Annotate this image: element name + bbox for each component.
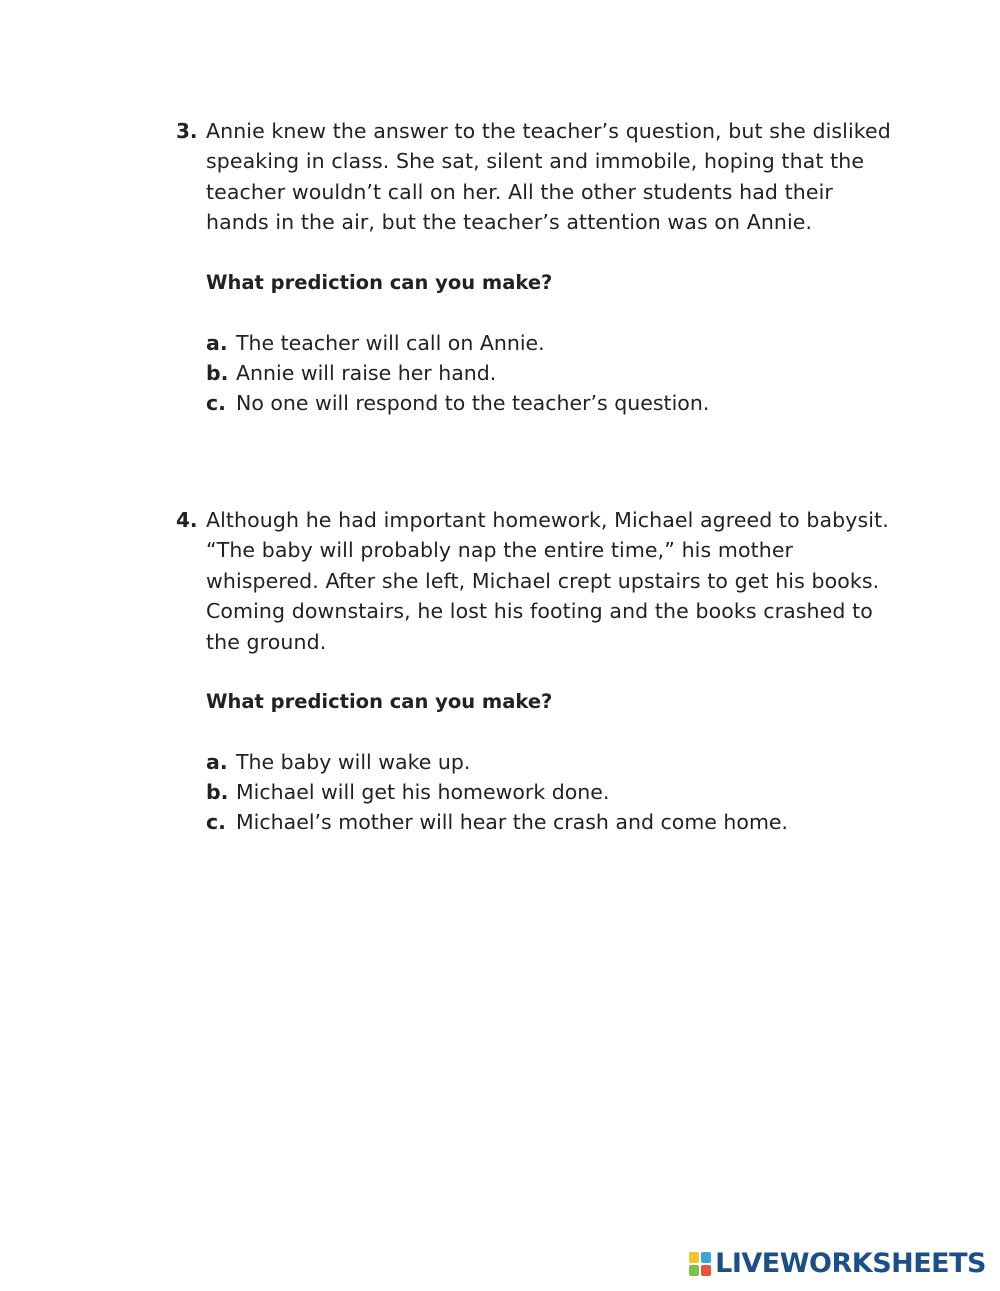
liveworksheets-logo-icon xyxy=(689,1252,711,1276)
option-text: The baby will wake up. xyxy=(236,750,471,775)
option-letter: a. xyxy=(206,330,228,355)
answer-option-b[interactable] xyxy=(206,358,896,388)
liveworksheets-brand[interactable] xyxy=(689,1248,986,1279)
option-letter: c. xyxy=(206,391,226,416)
answer-option-c[interactable] xyxy=(206,388,896,418)
option-text: The teacher will call on Annie. xyxy=(236,330,545,355)
option-letter: b. xyxy=(206,360,229,385)
question-4 xyxy=(176,505,896,838)
option-letter: b. xyxy=(206,780,229,805)
question-3 xyxy=(176,116,896,418)
option-text: Michael will get his homework done. xyxy=(236,780,610,805)
question-passage: Annie knew the answer to the teacher’s question, but she disliked speaking in class. She sat, silent and immobile, hoping that the teacher wouldn’t call on her. All the other students had their hands in the air, but the teacher’s attention was on Annie. xyxy=(206,119,891,235)
answer-options xyxy=(206,328,896,419)
answer-option-a[interactable] xyxy=(206,747,896,777)
question-prompt: What prediction can you make? xyxy=(206,690,553,714)
answer-option-c[interactable] xyxy=(206,807,896,837)
question-passage: Although he had important homework, Michael agreed to babysit. “The baby will probably nap the entire time,” his mother whispered. After she left, Michael crept upstairs to get his books. Coming downstairs, he lost his footing and the books crashed to the ground. xyxy=(206,508,889,654)
option-text: Annie will raise her hand. xyxy=(236,360,497,385)
question-number: 4. xyxy=(176,508,198,532)
answer-options xyxy=(206,747,896,838)
question-body xyxy=(206,505,896,838)
question-prompt: What prediction can you make? xyxy=(206,270,553,294)
option-text: No one will respond to the teacher’s question. xyxy=(236,391,710,416)
question-number: 3. xyxy=(176,119,198,143)
answer-option-a[interactable] xyxy=(206,328,896,358)
option-letter: c. xyxy=(206,810,226,835)
question-body xyxy=(206,116,896,418)
brand-text: LIVEWORKSHEETS xyxy=(715,1248,986,1279)
option-letter: a. xyxy=(206,750,228,775)
answer-option-b[interactable] xyxy=(206,777,896,807)
option-text: Michael’s mother will hear the crash and come home. xyxy=(236,810,789,835)
